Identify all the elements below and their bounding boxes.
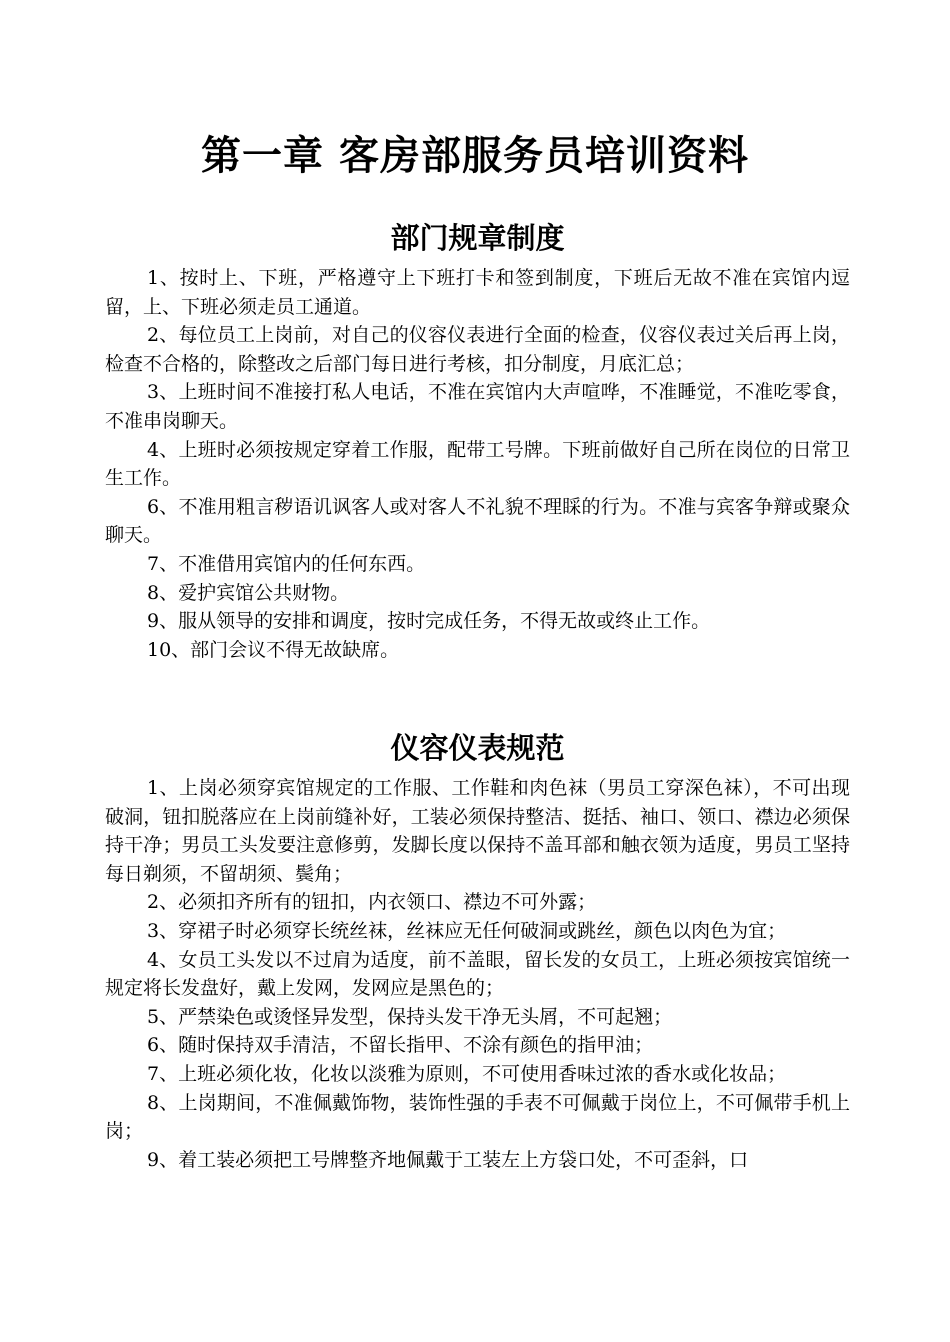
section-heading: 部门规章制度: [390, 221, 565, 255]
section-appearance-standards: [105, 726, 850, 1174]
rule-paragraph: 9、服从领导的安排和调度，按时完成任务，不得无故或终止工作。: [147, 610, 711, 633]
document-title: 第一章 客房部服务员培训资料: [201, 133, 749, 179]
rule-paragraph: 3、穿裙子时必须穿长统丝袜，丝袜应无任何破洞或跳丝，颜色以肉色为宜；: [147, 919, 787, 942]
rule-paragraph: 6、不准用粗言秽语讥讽客人或对客人不礼貌不理睬的行为。不准与宾客争辩或聚众聊天。: [105, 495, 850, 547]
rule-paragraph: 10、部门会议不得无故缺席。: [147, 638, 400, 661]
rule-paragraph: 9、着工装必须把工号牌整齐地佩戴于工装左上方袋口处，不可歪斜，口: [147, 1148, 749, 1171]
rule-paragraph: 8、上岗期间，不准佩戴饰物，装饰性强的手表不可佩戴于岗位上，不可佩带手机上岗；: [105, 1091, 850, 1143]
rule-paragraph: 2、必须扣齐所有的钮扣，内衣领口、襟边不可外露；: [147, 891, 597, 914]
rule-paragraph: 1、按时上、下班，严格遵守上下班打卡和签到制度，下班后无故不准在宾馆内逗留，上、下班必须走员工通道。: [105, 267, 850, 318]
rule-paragraph: 4、上班时必须按规定穿着工作服，配带工号牌。下班前做好自己所在岗位的日常卫生工作。: [105, 438, 850, 490]
rule-paragraph: 7、不准借用宾馆内的任何东西。: [147, 552, 426, 575]
rule-paragraph: 8、爱护宾馆公共财物。: [147, 581, 350, 604]
rule-paragraph: 2、每位员工上岗前，对自己的仪容仪表进行全面的检查，仪容仪表过关后再上岗，检查不合格的，除整改之后部门每日进行考核，扣分制度，月底汇总；: [105, 324, 850, 375]
rule-paragraph: 7、上班必须化妆，化妆以淡雅为原则，不可使用香味过浓的香水或化妆品；: [147, 1062, 787, 1085]
rule-paragraph: 1、上岗必须穿宾馆规定的工作服、工作鞋和肉色袜（男员工穿深色袜），不可出现破洞，钮扣脱落应在上岗前缝补好，工装必须保持整洁、挺括、袖口、领口、襟边必须保持干净；男员工头发要注意修剪，发脚长度以保持不盖耳部和触衣领为适度，男员工坚持每日剃须，不留胡须、鬓角；: [105, 777, 850, 885]
section-heading: 仪容仪表规范: [390, 731, 565, 765]
rule-paragraph: 3、上班时间不准接打私人电话，不准在宾馆内大声喧哗，不准睡觉，不准吃零食，不准串岗聊天。: [105, 381, 850, 432]
rule-paragraph: 5、严禁染色或烫怪异发型，保持头发干净无头屑，不可起翘；: [147, 1005, 673, 1028]
section-department-rules: [105, 216, 850, 664]
rule-paragraph: 4、女员工头发以不过肩为适度，前不盖眼，留长发的女员工，上班必须按宾馆统一规定将长发盘好，戴上发网，发网应是黑色的；: [105, 948, 850, 1000]
rule-paragraph: 6、随时保持双手清洁，不留长指甲、不涂有颜色的指甲油；: [147, 1034, 654, 1057]
